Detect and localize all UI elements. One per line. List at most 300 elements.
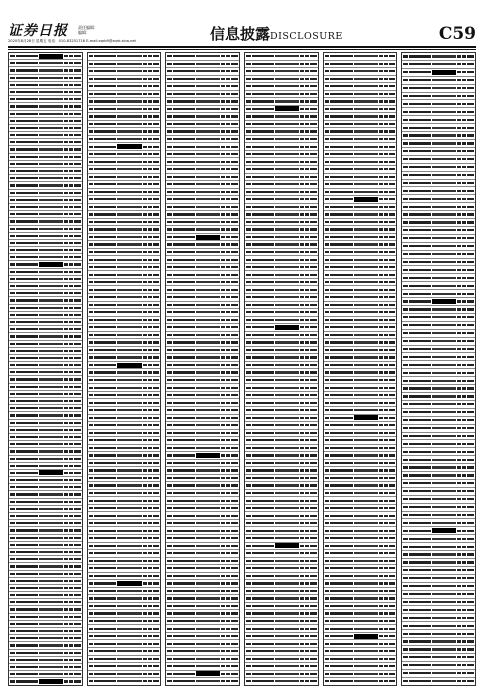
table-cell bbox=[89, 198, 94, 200]
table-row bbox=[324, 580, 397, 588]
table-cell bbox=[462, 71, 466, 73]
table-row bbox=[324, 505, 397, 513]
table-row bbox=[9, 146, 82, 153]
table-cell bbox=[143, 515, 147, 517]
table-cell bbox=[246, 326, 251, 328]
table-cell bbox=[74, 400, 81, 402]
table-cell bbox=[196, 552, 220, 554]
table-cell bbox=[167, 364, 172, 366]
table-cell bbox=[74, 177, 81, 179]
table-cell bbox=[167, 545, 172, 547]
table-cell bbox=[10, 228, 15, 230]
table-cell bbox=[196, 221, 220, 223]
table-cell bbox=[94, 643, 116, 645]
table-cell bbox=[74, 371, 81, 373]
table-row bbox=[245, 264, 318, 272]
table-cell bbox=[354, 93, 378, 95]
table-cell bbox=[305, 492, 309, 494]
table-cell bbox=[300, 213, 304, 215]
table-cell bbox=[89, 364, 94, 366]
table-cell bbox=[467, 245, 474, 247]
table-cell bbox=[89, 477, 94, 479]
table-cell bbox=[246, 605, 251, 607]
table-cell bbox=[148, 560, 152, 562]
table-cell bbox=[221, 236, 225, 238]
table-cell bbox=[403, 625, 408, 627]
table-cell bbox=[354, 530, 378, 532]
table-cell bbox=[325, 326, 330, 328]
table-row bbox=[245, 520, 318, 528]
table-cell bbox=[330, 364, 352, 366]
table-cell bbox=[305, 402, 309, 404]
table-cell bbox=[94, 597, 116, 599]
table-cell bbox=[403, 490, 408, 492]
table-cell bbox=[64, 673, 68, 675]
table-cell bbox=[310, 643, 317, 645]
table-cell bbox=[74, 378, 81, 380]
table-cell bbox=[143, 198, 147, 200]
table-cell bbox=[379, 658, 383, 660]
table-cell bbox=[221, 658, 225, 660]
table-cell bbox=[16, 120, 38, 122]
table-cell bbox=[226, 605, 230, 607]
table-row bbox=[402, 535, 475, 543]
table-cell bbox=[384, 447, 388, 449]
table-cell bbox=[39, 292, 63, 294]
table-cell bbox=[196, 108, 220, 110]
table-cell bbox=[252, 153, 274, 155]
table-cell bbox=[94, 100, 116, 102]
table-cell bbox=[94, 236, 116, 238]
table-cell bbox=[457, 206, 461, 208]
table-cell bbox=[246, 530, 251, 532]
table-cell bbox=[89, 115, 94, 117]
table-cell bbox=[69, 249, 73, 251]
table-cell bbox=[16, 278, 38, 280]
table-cell bbox=[384, 432, 388, 434]
table-cell bbox=[403, 348, 408, 350]
table-cell bbox=[153, 447, 160, 449]
table-cell bbox=[148, 70, 152, 72]
table-row bbox=[9, 348, 82, 355]
table-cell bbox=[117, 311, 141, 313]
table-cell bbox=[10, 558, 15, 560]
table-row bbox=[88, 339, 161, 347]
table-cell bbox=[153, 304, 160, 306]
table-cell bbox=[432, 87, 456, 89]
table-cell bbox=[226, 281, 230, 283]
table-cell bbox=[117, 356, 141, 358]
table-cell bbox=[467, 71, 474, 73]
table-cell bbox=[143, 161, 147, 163]
table-cell bbox=[173, 402, 195, 404]
table-cell bbox=[89, 560, 94, 562]
table-cell bbox=[94, 665, 116, 667]
table-row bbox=[324, 196, 397, 204]
table-cell bbox=[246, 387, 251, 389]
table-cell bbox=[403, 300, 408, 302]
table-cell bbox=[300, 500, 304, 502]
table-cell bbox=[384, 153, 388, 155]
table-row bbox=[402, 100, 475, 108]
table-cell bbox=[39, 113, 63, 115]
table-cell bbox=[462, 316, 466, 318]
table-cell bbox=[167, 439, 172, 441]
table-cell bbox=[467, 609, 474, 611]
table-cell bbox=[305, 484, 309, 486]
table-cell bbox=[143, 379, 147, 381]
table-cell bbox=[389, 469, 396, 471]
table-cell bbox=[403, 609, 408, 611]
table-cell bbox=[330, 424, 352, 426]
table-row bbox=[245, 482, 318, 490]
table-row bbox=[166, 407, 239, 415]
table-cell bbox=[231, 643, 238, 645]
table-cell bbox=[148, 311, 152, 313]
table-cell bbox=[325, 191, 330, 193]
table-cell bbox=[10, 335, 15, 337]
table-row bbox=[88, 490, 161, 498]
table-cell bbox=[69, 134, 73, 136]
table-cell bbox=[16, 386, 38, 388]
table-cell bbox=[379, 665, 383, 667]
table-cell bbox=[10, 91, 15, 93]
table-row bbox=[166, 445, 239, 453]
table-cell bbox=[89, 259, 94, 261]
table-cell bbox=[196, 281, 220, 283]
table-row bbox=[324, 294, 397, 302]
table-cell bbox=[64, 263, 68, 265]
table-cell bbox=[117, 522, 141, 524]
table-cell bbox=[403, 522, 408, 524]
table-cell bbox=[310, 567, 317, 569]
table-cell bbox=[403, 174, 408, 176]
table-cell bbox=[148, 108, 152, 110]
table-row bbox=[324, 204, 397, 212]
table-cell bbox=[226, 409, 230, 411]
table-cell bbox=[167, 176, 172, 178]
table-cell bbox=[384, 515, 388, 517]
table-cell bbox=[354, 462, 378, 464]
table-cell bbox=[167, 304, 172, 306]
table-cell bbox=[221, 289, 225, 291]
table-cell bbox=[354, 161, 378, 163]
table-cell bbox=[69, 529, 73, 531]
table-row bbox=[88, 610, 161, 618]
table-cell bbox=[167, 274, 172, 276]
table-cell bbox=[74, 515, 81, 517]
table-cell bbox=[89, 492, 94, 494]
table-cell bbox=[94, 176, 116, 178]
table-cell bbox=[173, 477, 195, 479]
table-row bbox=[402, 464, 475, 472]
table-row bbox=[402, 282, 475, 290]
table-cell bbox=[252, 515, 274, 517]
table-cell bbox=[10, 414, 15, 416]
table-cell bbox=[325, 582, 330, 584]
table-cell bbox=[305, 462, 309, 464]
table-cell bbox=[196, 597, 220, 599]
table-cell bbox=[354, 168, 378, 170]
table-cell bbox=[74, 170, 81, 172]
table-cell bbox=[389, 243, 396, 245]
table-cell bbox=[354, 228, 378, 230]
table-cell bbox=[325, 379, 330, 381]
date-line: 2020年8月28日 星期五 电话：010-83251716 E-mail:zqrb9@zqrb.sina.net bbox=[8, 39, 136, 43]
table-cell bbox=[226, 55, 230, 57]
table-row bbox=[324, 76, 397, 84]
table-cell bbox=[94, 296, 116, 298]
table-cell bbox=[226, 266, 230, 268]
table-row bbox=[9, 319, 82, 326]
table-cell bbox=[310, 462, 317, 464]
table-cell bbox=[354, 138, 378, 140]
table-cell bbox=[403, 648, 408, 650]
table-cell bbox=[305, 213, 309, 215]
table-cell bbox=[148, 643, 152, 645]
table-cell bbox=[403, 63, 408, 65]
table-cell bbox=[39, 163, 63, 165]
table-cell bbox=[432, 522, 456, 524]
table-cell bbox=[300, 394, 304, 396]
table-cell bbox=[379, 289, 383, 291]
table-cell bbox=[10, 450, 15, 452]
table-cell bbox=[462, 427, 466, 429]
table-row bbox=[166, 505, 239, 513]
table-cell bbox=[39, 630, 63, 632]
table-cell bbox=[10, 364, 15, 366]
table-cell bbox=[246, 582, 251, 584]
table-cell bbox=[300, 545, 304, 547]
table-row bbox=[88, 407, 161, 415]
table-cell bbox=[330, 560, 352, 562]
table-cell bbox=[148, 371, 152, 373]
table-cell bbox=[389, 259, 396, 261]
table-row bbox=[245, 460, 318, 468]
table-cell bbox=[153, 469, 160, 471]
table-cell bbox=[409, 656, 431, 658]
table-cell bbox=[275, 319, 299, 321]
table-cell bbox=[389, 545, 396, 547]
table-row bbox=[402, 243, 475, 251]
table-cell bbox=[226, 78, 230, 80]
table-cell bbox=[89, 319, 94, 321]
table-cell bbox=[69, 55, 73, 57]
table-cell bbox=[94, 575, 116, 577]
table-cell bbox=[94, 130, 116, 132]
table-cell bbox=[300, 304, 304, 306]
table-row bbox=[402, 69, 475, 77]
table-cell bbox=[330, 70, 352, 72]
table-cell bbox=[16, 335, 38, 337]
table-row bbox=[9, 168, 82, 175]
table-row bbox=[402, 369, 475, 377]
table-cell bbox=[74, 163, 81, 165]
table-cell bbox=[167, 206, 172, 208]
table-cell bbox=[467, 530, 474, 532]
table-cell bbox=[384, 146, 388, 148]
table-cell bbox=[10, 551, 15, 553]
table-cell bbox=[305, 605, 309, 607]
table-cell bbox=[94, 70, 116, 72]
table-row bbox=[324, 324, 397, 332]
table-cell bbox=[246, 221, 251, 223]
table-cell bbox=[275, 183, 299, 185]
table-cell bbox=[457, 308, 461, 310]
table-cell bbox=[305, 100, 309, 102]
table-cell bbox=[354, 296, 378, 298]
table-row bbox=[166, 53, 239, 61]
table-cell bbox=[325, 55, 330, 57]
table-cell bbox=[432, 514, 456, 516]
table-cell bbox=[310, 364, 317, 366]
table-cell bbox=[354, 582, 378, 584]
table-cell bbox=[467, 617, 474, 619]
table-cell bbox=[403, 198, 408, 200]
table-row bbox=[88, 527, 161, 535]
table-row bbox=[245, 91, 318, 99]
table-cell bbox=[432, 577, 456, 579]
table-cell bbox=[74, 77, 81, 79]
table-cell bbox=[117, 658, 141, 660]
table-cell bbox=[389, 439, 396, 441]
table-cell bbox=[432, 348, 456, 350]
table-cell bbox=[64, 378, 68, 380]
table-row bbox=[402, 361, 475, 369]
table-cell bbox=[300, 402, 304, 404]
table-cell bbox=[148, 78, 152, 80]
table-cell bbox=[16, 450, 38, 452]
table-cell bbox=[39, 220, 63, 222]
table-row bbox=[9, 197, 82, 204]
table-cell bbox=[246, 394, 251, 396]
table-cell bbox=[246, 477, 251, 479]
table-cell bbox=[39, 343, 63, 345]
table-cell bbox=[275, 492, 299, 494]
table-cell bbox=[384, 251, 388, 253]
table-cell bbox=[148, 251, 152, 253]
table-cell bbox=[354, 108, 378, 110]
section-title bbox=[210, 24, 343, 47]
table-cell bbox=[379, 680, 383, 682]
table-cell bbox=[305, 417, 309, 419]
table-cell bbox=[69, 544, 73, 546]
table-cell bbox=[246, 492, 251, 494]
table-cell bbox=[300, 379, 304, 381]
table-cell bbox=[167, 507, 172, 509]
table-cell bbox=[226, 123, 230, 125]
table-cell bbox=[354, 620, 378, 622]
table-cell bbox=[403, 380, 408, 382]
table-cell bbox=[462, 293, 466, 295]
table-cell bbox=[403, 277, 408, 279]
table-cell bbox=[389, 680, 396, 682]
table-cell bbox=[432, 490, 456, 492]
table-cell bbox=[379, 537, 383, 539]
table-cell bbox=[39, 328, 63, 330]
table-cell bbox=[74, 98, 81, 100]
table-cell bbox=[153, 379, 160, 381]
table-cell bbox=[69, 386, 73, 388]
table-cell bbox=[94, 304, 116, 306]
table-cell bbox=[384, 296, 388, 298]
table-cell bbox=[10, 479, 15, 481]
table-row bbox=[402, 140, 475, 148]
table-row bbox=[402, 551, 475, 559]
table-cell bbox=[389, 123, 396, 125]
table-cell bbox=[196, 206, 220, 208]
table-cell bbox=[143, 364, 147, 366]
table-cell bbox=[64, 357, 68, 359]
table-cell bbox=[384, 552, 388, 554]
table-cell bbox=[467, 182, 474, 184]
table-cell bbox=[300, 138, 304, 140]
table-cell bbox=[221, 454, 225, 456]
table-cell bbox=[16, 220, 38, 222]
table-cell bbox=[143, 281, 147, 283]
table-cell bbox=[89, 221, 94, 223]
table-cell bbox=[148, 356, 152, 358]
table-cell bbox=[94, 417, 116, 419]
editor-line-1: 责任编辑： bbox=[78, 25, 98, 30]
table-cell bbox=[305, 515, 309, 517]
table-cell bbox=[89, 379, 94, 381]
table-cell bbox=[74, 414, 81, 416]
table-row bbox=[245, 580, 318, 588]
table-cell bbox=[231, 326, 238, 328]
table-row bbox=[245, 211, 318, 219]
table-cell bbox=[409, 190, 431, 192]
table-cell bbox=[39, 486, 63, 488]
table-cell bbox=[221, 417, 225, 419]
table-cell bbox=[89, 522, 94, 524]
table-cell bbox=[305, 665, 309, 667]
table-cell bbox=[196, 198, 220, 200]
table-cell bbox=[148, 221, 152, 223]
table-row bbox=[324, 535, 397, 543]
table-cell bbox=[409, 111, 431, 113]
table-cell bbox=[379, 78, 383, 80]
table-cell bbox=[467, 498, 474, 500]
table-cell bbox=[354, 500, 378, 502]
table-cell bbox=[310, 341, 317, 343]
table-cell bbox=[167, 590, 172, 592]
table-cell bbox=[275, 130, 299, 132]
table-cell bbox=[94, 93, 116, 95]
table-cell bbox=[310, 176, 317, 178]
table-cell bbox=[379, 311, 383, 313]
table-cell bbox=[409, 119, 431, 121]
table-cell bbox=[330, 545, 352, 547]
table-cell bbox=[89, 590, 94, 592]
table-cell bbox=[16, 616, 38, 618]
table-row bbox=[245, 76, 318, 84]
table-cell bbox=[432, 316, 456, 318]
table-cell bbox=[379, 387, 383, 389]
table-cell bbox=[143, 115, 147, 117]
table-cell bbox=[153, 296, 160, 298]
table-cell bbox=[64, 113, 68, 115]
table-cell bbox=[221, 259, 225, 261]
table-cell bbox=[143, 191, 147, 193]
table-cell bbox=[74, 364, 81, 366]
table-cell bbox=[196, 484, 220, 486]
table-cell bbox=[252, 108, 274, 110]
table-cell bbox=[310, 206, 317, 208]
table-cell bbox=[221, 123, 225, 125]
table-cell bbox=[173, 296, 195, 298]
table-cell bbox=[64, 285, 68, 287]
